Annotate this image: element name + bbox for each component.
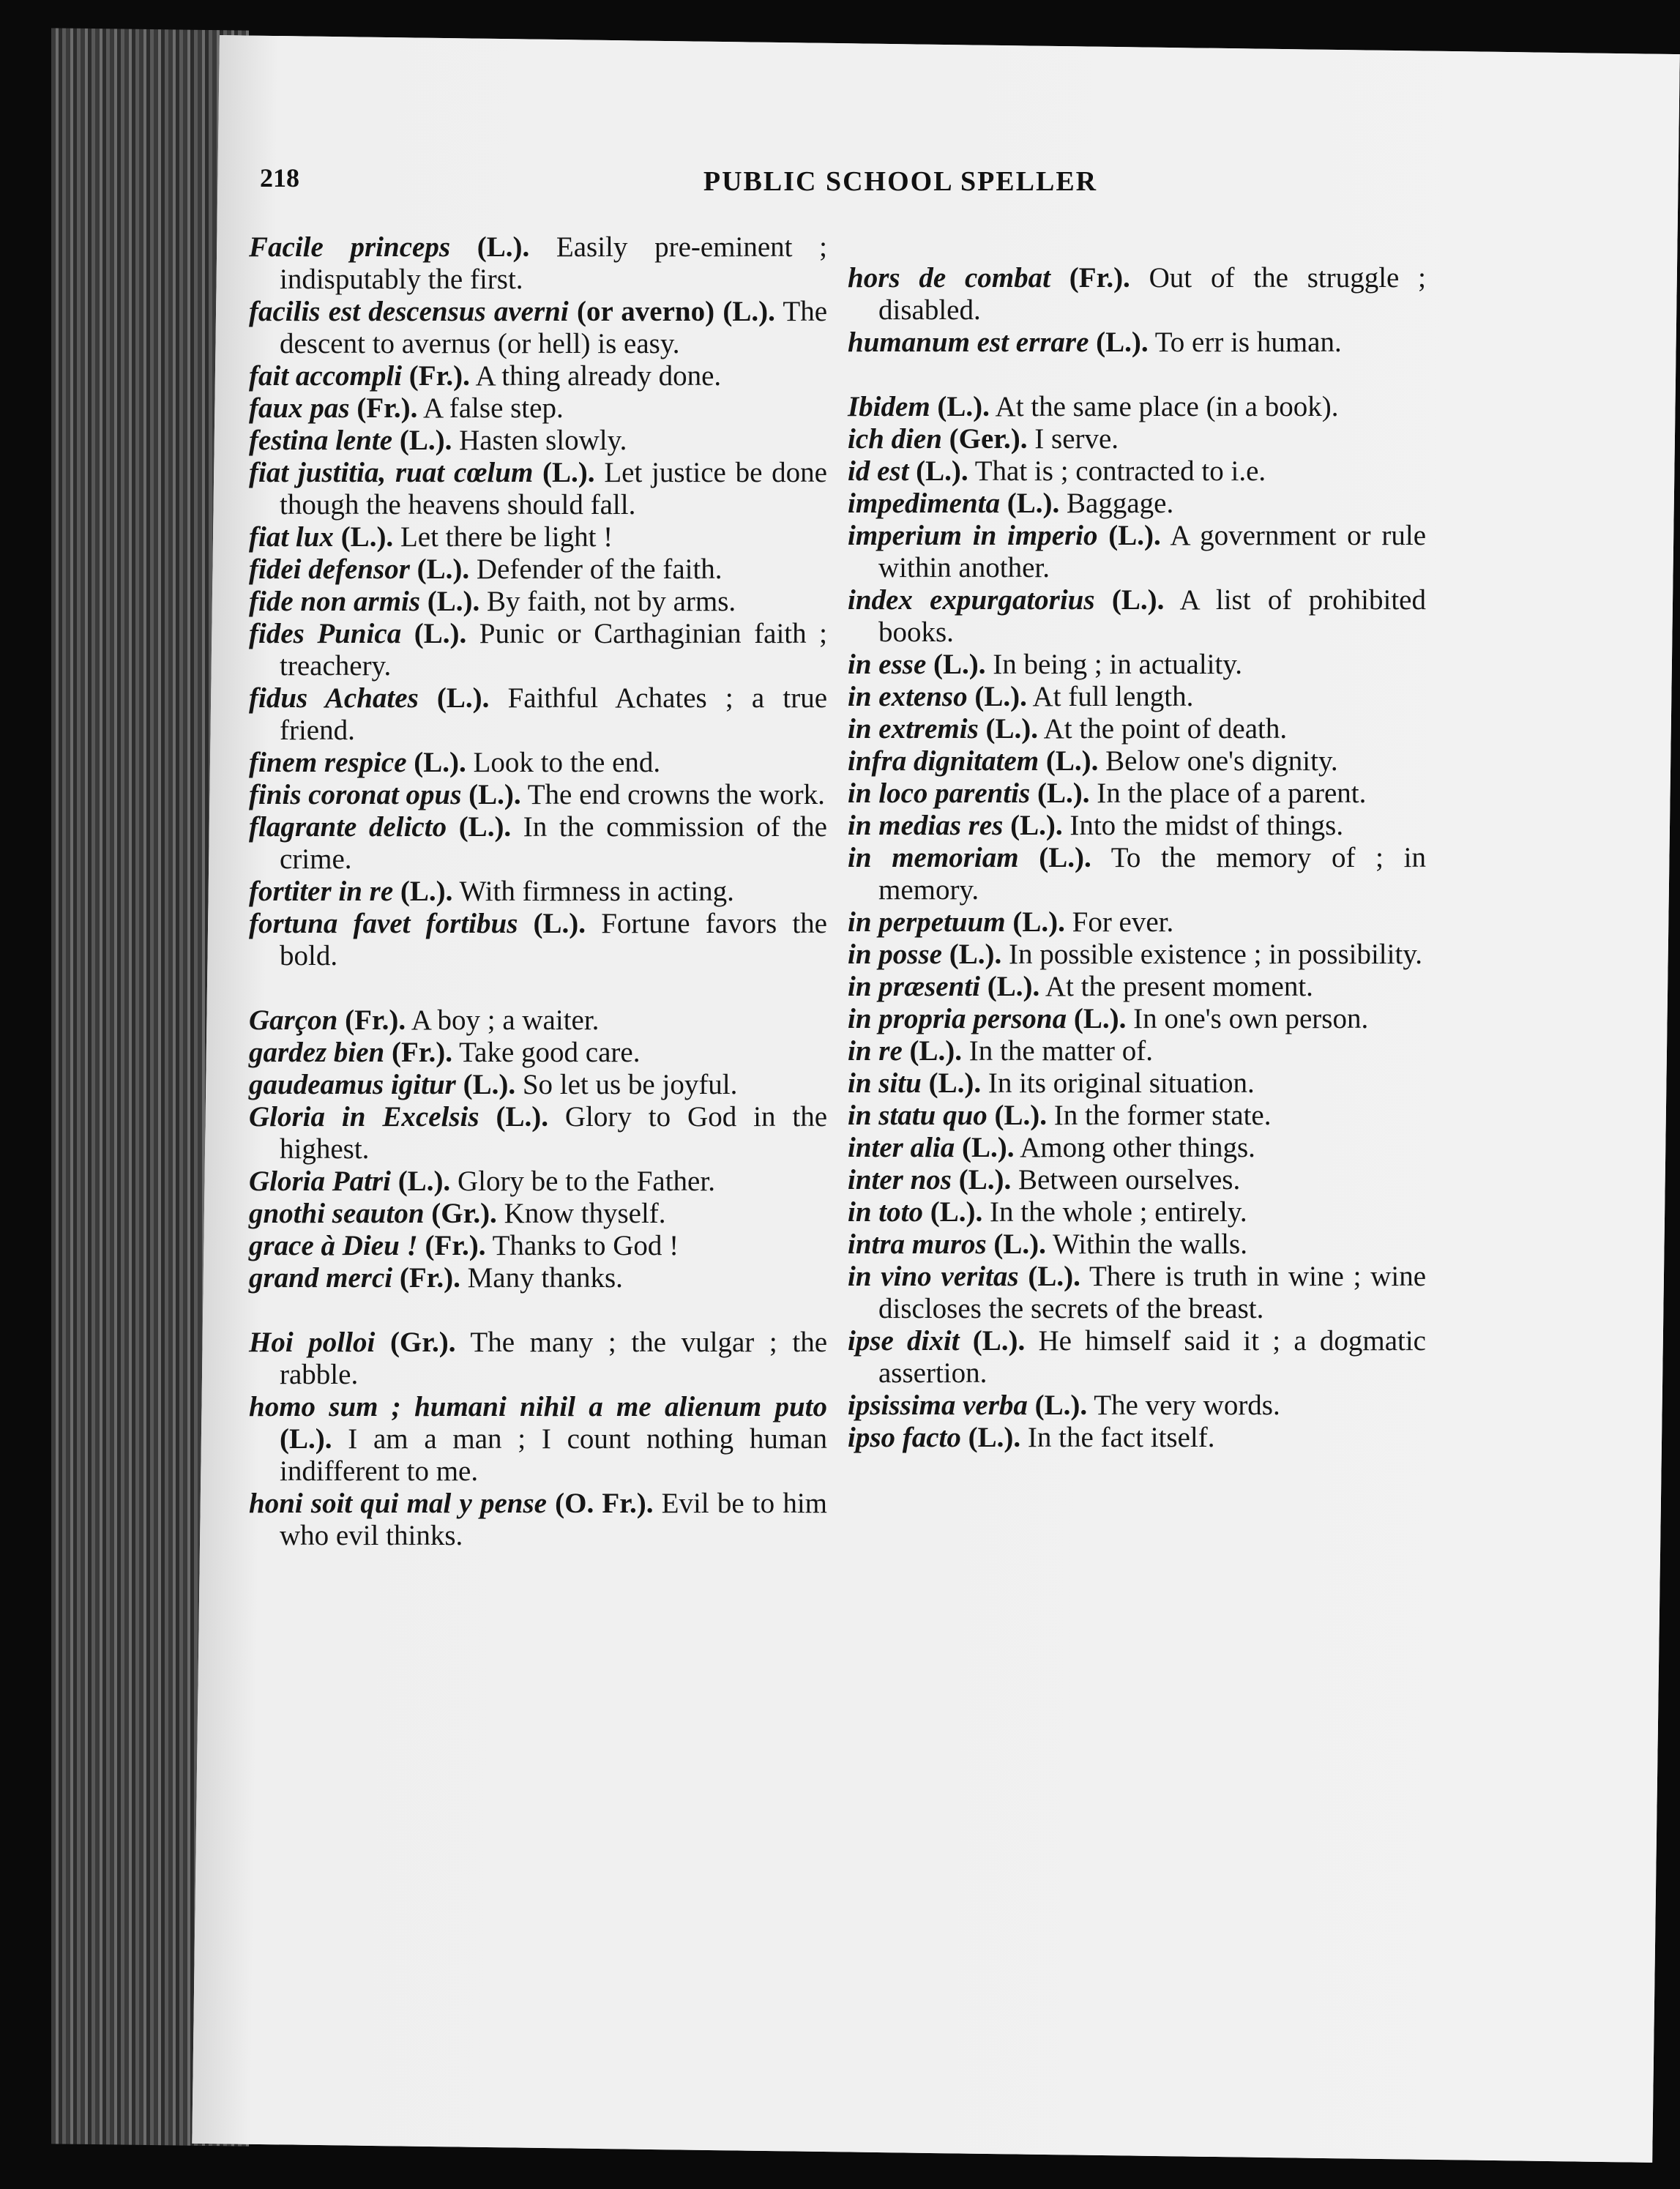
phrase-entry xyxy=(249,586,827,618)
phrase-definition: I serve. xyxy=(1034,423,1119,455)
phrase-entry xyxy=(848,777,1426,810)
phrase-entry xyxy=(848,1422,1426,1454)
language-tag: (L.). xyxy=(458,811,512,843)
language-tag: (L.). xyxy=(417,553,470,585)
phrase-entry xyxy=(848,745,1426,777)
phrase-entry xyxy=(249,1391,827,1488)
language-tag: (L.). xyxy=(928,1067,982,1099)
language-tag: (L.). xyxy=(958,1164,1012,1196)
language-tag: (L.). xyxy=(1039,842,1091,873)
phrase-term: Ibidem xyxy=(848,391,930,422)
language-tag: (L.). xyxy=(397,1166,451,1197)
phrase-entry xyxy=(249,1198,827,1230)
phrase-definition: Take good care. xyxy=(459,1037,641,1068)
phrase-definition: A list of prohibited books. xyxy=(878,584,1426,648)
phrase-definition: In one's own person. xyxy=(1133,1003,1369,1034)
language-tag: (L.). xyxy=(542,457,595,488)
language-tag: (L.). xyxy=(968,1422,1021,1453)
phrase-definition: Faithful Achates ; a true friend. xyxy=(280,682,827,746)
phrase-entry xyxy=(249,1069,827,1101)
phrase-definition: The descent to avernus (or hell) is easy. xyxy=(280,296,828,359)
phrase-entry xyxy=(249,231,827,296)
language-tag: (L.). xyxy=(427,586,480,617)
language-tag: (L.). xyxy=(533,908,586,939)
phrase-definition: To err is human. xyxy=(1154,327,1342,358)
phrase-entry xyxy=(848,520,1426,584)
phrase-definition: In the matter of. xyxy=(968,1035,1153,1067)
language-tag: (L.). xyxy=(1010,810,1063,841)
language-tag: (Fr.). xyxy=(345,1004,406,1036)
phrase-term: in toto xyxy=(848,1196,923,1228)
phrase-entry xyxy=(249,1262,827,1294)
phrase-term: Facile princeps xyxy=(249,231,450,263)
phrase-definition: The end crowns the work. xyxy=(527,779,825,810)
language-tag: (L.). xyxy=(994,1100,1048,1131)
left-column xyxy=(249,231,827,1552)
phrase-term: fortiter in re xyxy=(249,876,394,907)
language-tag: (L.). xyxy=(1028,1261,1080,1292)
phrase-term: facilis est descensus averni xyxy=(249,296,569,327)
phrase-term: index expurgatorius xyxy=(848,584,1095,616)
phrase-entry xyxy=(249,876,827,908)
language-tag: (L.). xyxy=(916,455,968,487)
phrase-term: fait accompli xyxy=(249,360,403,392)
phrase-definition: A boy ; a waiter. xyxy=(411,1004,600,1036)
phrase-entry xyxy=(848,906,1426,939)
phrase-term: grand merci xyxy=(249,1262,393,1294)
phrase-definition: In being ; in actuality. xyxy=(993,649,1243,680)
phrase-term: ipso facto xyxy=(848,1422,961,1453)
phrase-term: in extenso xyxy=(848,681,968,712)
language-tag: (L.). xyxy=(987,971,1040,1002)
phrase-definition: In its original situation. xyxy=(988,1067,1255,1099)
phrase-term: in medias res xyxy=(848,810,1004,841)
phrase-term: Garçon xyxy=(249,1004,338,1036)
phrase-entry xyxy=(249,457,827,521)
phrase-entry xyxy=(848,423,1426,455)
language-tag: (L.). xyxy=(993,1228,1046,1260)
phrase-term: flagrante delicto xyxy=(249,811,447,843)
phrase-term: Hoi polloi xyxy=(249,1327,376,1358)
phrase-definition: So let us be joyful. xyxy=(522,1069,738,1100)
phrase-term: Gloria Patri xyxy=(249,1166,391,1197)
phrase-term: finem respice xyxy=(249,747,407,778)
phrase-term: in præsenti xyxy=(848,971,980,1002)
language-tag: (Fr.). xyxy=(1069,262,1130,294)
phrase-entry xyxy=(249,296,827,360)
phrase-definition: In the place of a parent. xyxy=(1097,777,1367,809)
phrase-entry xyxy=(848,1100,1426,1132)
phrase-term: impedimenta xyxy=(848,488,1000,519)
phrase-entry xyxy=(249,811,827,876)
phrase-term: in memoriam xyxy=(848,842,1019,873)
phrase-definition: A thing already done. xyxy=(475,360,722,392)
phrase-entry xyxy=(249,425,827,457)
language-tag: (L.). xyxy=(496,1101,548,1133)
phrase-entry xyxy=(249,1327,827,1391)
page-number: 218 xyxy=(260,163,299,193)
phrase-term: honi soit qui mal y pense xyxy=(249,1488,547,1519)
language-tag: (L.). xyxy=(280,1423,332,1455)
phrase-term: fidei defensor xyxy=(249,553,410,585)
phrase-entry xyxy=(249,1230,827,1262)
phrase-definition: Into the midst of things. xyxy=(1069,810,1344,841)
phrase-term: id est xyxy=(848,455,909,487)
phrase-term: grace à Dieu ! xyxy=(249,1230,418,1261)
phrase-term: homo sum ; humani nihil a me alienum puto xyxy=(249,1391,827,1422)
phrase-entry xyxy=(249,392,827,425)
language-tag: (L.). xyxy=(1111,584,1165,616)
phrase-term: ipsissima verba xyxy=(848,1390,1028,1421)
phrase-term: hors de combat xyxy=(848,262,1050,294)
phrase-definition: To the memory of ; in memory. xyxy=(878,842,1427,906)
phrase-definition: Fortune favors the bold. xyxy=(280,908,827,972)
phrase-entry xyxy=(848,1325,1426,1390)
phrase-definition: I am a man ; I count nothing human indifferent to me. xyxy=(280,1423,828,1487)
phrase-definition: Thanks to God ! xyxy=(492,1230,679,1261)
phrase-term: inter nos xyxy=(848,1164,952,1196)
phrase-entry xyxy=(848,842,1426,906)
phrase-term: fide non armis xyxy=(249,586,421,617)
phrase-term: finis coronat opus xyxy=(249,779,462,810)
language-tag: (L.). xyxy=(930,1196,983,1228)
language-tag: (L.). xyxy=(468,779,521,810)
phrase-definition: Glory be to the Father. xyxy=(457,1166,715,1197)
phrase-entry xyxy=(848,1196,1426,1228)
phrase-entry xyxy=(249,682,827,747)
phrase-term: intra muros xyxy=(848,1228,987,1260)
phrase-term: in extremis xyxy=(848,713,979,745)
language-tag: (L.). xyxy=(974,681,1027,712)
phrase-entry xyxy=(848,1132,1426,1164)
phrase-definition: There is truth in wine ; wine discloses the secrets of the breast. xyxy=(878,1261,1426,1324)
language-tag: (L.). xyxy=(949,939,1002,970)
language-tag: (L.). xyxy=(463,1069,516,1100)
right-column xyxy=(848,262,1426,1454)
phrase-term: festina lente xyxy=(249,425,393,456)
phrase-entry xyxy=(249,618,827,682)
phrase-definition: In the commission of the crime. xyxy=(280,811,827,875)
language-tag: (Fr.). xyxy=(425,1230,486,1261)
phrase-definition: Glory to God in the highest. xyxy=(280,1101,828,1165)
phrase-entry xyxy=(848,1164,1426,1196)
phrase-term: in perpetuum xyxy=(848,906,1006,938)
phrase-term: in vino veritas xyxy=(848,1261,1019,1292)
language-tag: (L.). xyxy=(1108,520,1161,551)
language-tag: (L.). xyxy=(1096,327,1149,358)
phrase-entry xyxy=(848,391,1426,423)
phrase-term: fiat justitia, ruat cœlum xyxy=(249,457,534,488)
phrase-definition: With firmness in acting. xyxy=(459,876,734,907)
phrase-definition: Among other things. xyxy=(1020,1132,1255,1163)
language-tag: (Fr.). xyxy=(392,1037,453,1068)
phrase-term: in situ xyxy=(848,1067,922,1099)
phrase-definition: At the same place (in a book). xyxy=(995,391,1339,422)
language-tag: (L.). xyxy=(1012,906,1065,938)
phrase-definition: Evil be to him who evil thinks. xyxy=(280,1488,827,1551)
language-tag: (L.). xyxy=(1037,777,1090,809)
phrase-entry xyxy=(848,327,1426,359)
phrase-definition: The very words. xyxy=(1094,1390,1280,1421)
phrase-definition: Know thyself. xyxy=(504,1198,666,1229)
phrase-entry xyxy=(848,488,1426,520)
language-tag: (Fr.). xyxy=(408,360,470,392)
phrase-term: ich dien xyxy=(848,423,942,455)
phrase-term: in loco parentis xyxy=(848,777,1031,809)
phrase-entry xyxy=(848,939,1426,971)
phrase-term: fidus Achates xyxy=(249,682,419,714)
phrase-entry xyxy=(848,1067,1426,1100)
phrase-entry xyxy=(848,262,1426,327)
phrase-entry xyxy=(249,1488,827,1552)
phrase-definition: At full length. xyxy=(1032,681,1194,712)
language-tag: (L.). xyxy=(985,713,1039,745)
phrase-term: ipse dixit xyxy=(848,1325,960,1357)
phrase-entry xyxy=(848,971,1426,1003)
phrase-entry xyxy=(848,1390,1426,1422)
language-tag: (O. Fr.). xyxy=(555,1488,654,1519)
language-tag: (L.). xyxy=(933,649,986,680)
phrase-entry xyxy=(249,1101,827,1166)
language-tag: (L.). xyxy=(1007,488,1060,519)
language-tag: (Fr.). xyxy=(399,1262,460,1294)
phrase-entry xyxy=(249,779,827,811)
phrase-definition: Out of the struggle ; disabled. xyxy=(878,262,1426,326)
phrase-definition: A government or rule within another. xyxy=(878,520,1427,583)
phrase-entry xyxy=(848,649,1426,681)
phrase-term: humanum est errare xyxy=(848,327,1089,358)
phrase-term: inter alia xyxy=(848,1132,955,1163)
phrase-term: in propria persona xyxy=(848,1003,1067,1034)
phrase-definition: A false step. xyxy=(423,392,564,424)
phrase-definition: By faith, not by arms. xyxy=(487,586,736,617)
language-tag: (Gr.). xyxy=(431,1198,497,1229)
phrase-definition: That is ; contracted to i.e. xyxy=(974,455,1266,487)
phrase-entry xyxy=(249,553,827,586)
phrase-definition: Within the walls. xyxy=(1052,1228,1247,1260)
phrase-definition: Easily pre-eminent ; indisputably the first. xyxy=(280,231,828,295)
phrase-definition: The many ; the vulgar ; the rabble. xyxy=(280,1327,828,1390)
phrase-entry xyxy=(848,1228,1426,1261)
phrase-entry xyxy=(848,1261,1426,1325)
phrase-definition: In the former state. xyxy=(1053,1100,1272,1131)
phrase-definition: Between ourselves. xyxy=(1018,1164,1241,1196)
phrase-term: in esse xyxy=(848,649,927,680)
phrase-definition: Below one's dignity. xyxy=(1105,745,1338,777)
phrase-definition: Baggage. xyxy=(1067,488,1174,519)
phrase-entry xyxy=(249,1004,827,1037)
phrase-term: imperium in imperio xyxy=(848,520,1098,551)
phrase-entry xyxy=(848,1003,1426,1035)
language-tag: (L.). xyxy=(414,618,467,649)
language-tag: (L.). xyxy=(399,425,452,456)
phrase-term: faux pas xyxy=(249,392,350,424)
phrase-term: gardez bien xyxy=(249,1037,385,1068)
language-tag: (L.). xyxy=(1034,1390,1088,1421)
phrase-entry xyxy=(848,584,1426,649)
running-title: PUBLIC SCHOOL SPELLER xyxy=(703,166,1098,197)
language-tag: (L.). xyxy=(909,1035,963,1067)
phrase-term: gnothi seauton xyxy=(249,1198,425,1229)
language-tag: (L.). xyxy=(340,521,394,553)
phrase-entry xyxy=(848,681,1426,713)
language-tag: (Gr.). xyxy=(389,1327,456,1358)
language-tag: (or averno) (L.). xyxy=(576,296,775,327)
phrase-entry xyxy=(848,1035,1426,1067)
language-tag: (L.). xyxy=(477,231,530,263)
phrase-entry xyxy=(848,455,1426,488)
phrase-definition: He himself said it ; a dogmatic assertion. xyxy=(878,1325,1426,1389)
language-tag: (L.). xyxy=(414,747,466,778)
language-tag: (Ger.). xyxy=(949,423,1028,455)
phrase-definition: Let justice be done though the heavens should fall. xyxy=(280,457,827,521)
phrase-definition: For ever. xyxy=(1072,906,1174,938)
phrase-entry xyxy=(249,360,827,392)
phrase-term: fiat lux xyxy=(249,521,334,553)
phrase-term: in statu quo xyxy=(848,1100,988,1131)
phrase-term: fides Punica xyxy=(249,618,402,649)
phrase-entry xyxy=(249,521,827,553)
phrase-definition: At the point of death. xyxy=(1043,713,1288,745)
phrase-definition: Hasten slowly. xyxy=(459,425,627,456)
phrase-term: infra dignitatem xyxy=(848,745,1039,777)
phrase-definition: Punic or Carthaginian faith ; treachery. xyxy=(280,618,828,682)
phrase-term: gaudeamus igitur xyxy=(249,1069,456,1100)
phrase-term: fortuna favet fortibus xyxy=(249,908,518,939)
phrase-definition: In the fact itself. xyxy=(1027,1422,1215,1453)
phrase-definition: At the present moment. xyxy=(1045,971,1313,1002)
phrase-definition: In possible existence ; in possibility. xyxy=(1008,939,1423,970)
phrase-definition: Many thanks. xyxy=(467,1262,623,1294)
phrase-definition: In the whole ; entirely. xyxy=(989,1196,1247,1228)
phrase-term: in posse xyxy=(848,939,942,970)
language-tag: (L.). xyxy=(436,682,490,714)
phrase-definition: Let there be light ! xyxy=(400,521,613,553)
phrase-definition: Look to the end. xyxy=(473,747,661,778)
language-tag: (L.). xyxy=(962,1132,1015,1163)
language-tag: (L.). xyxy=(972,1325,1026,1357)
language-tag: (Fr.). xyxy=(356,392,418,424)
language-tag: (L.). xyxy=(1045,745,1099,777)
language-tag: (L.). xyxy=(400,876,453,907)
phrase-definition: Defender of the faith. xyxy=(476,553,723,585)
phrase-term: Gloria in Excelsis xyxy=(249,1101,479,1133)
phrase-entry xyxy=(249,747,827,779)
phrase-entry xyxy=(249,1037,827,1069)
language-tag: (L.). xyxy=(937,391,990,422)
phrase-term: in re xyxy=(848,1035,903,1067)
phrase-entry xyxy=(249,1166,827,1198)
phrase-entry xyxy=(249,908,827,972)
phrase-entry xyxy=(848,810,1426,842)
phrase-entry xyxy=(848,713,1426,745)
language-tag: (L.). xyxy=(1073,1003,1127,1034)
